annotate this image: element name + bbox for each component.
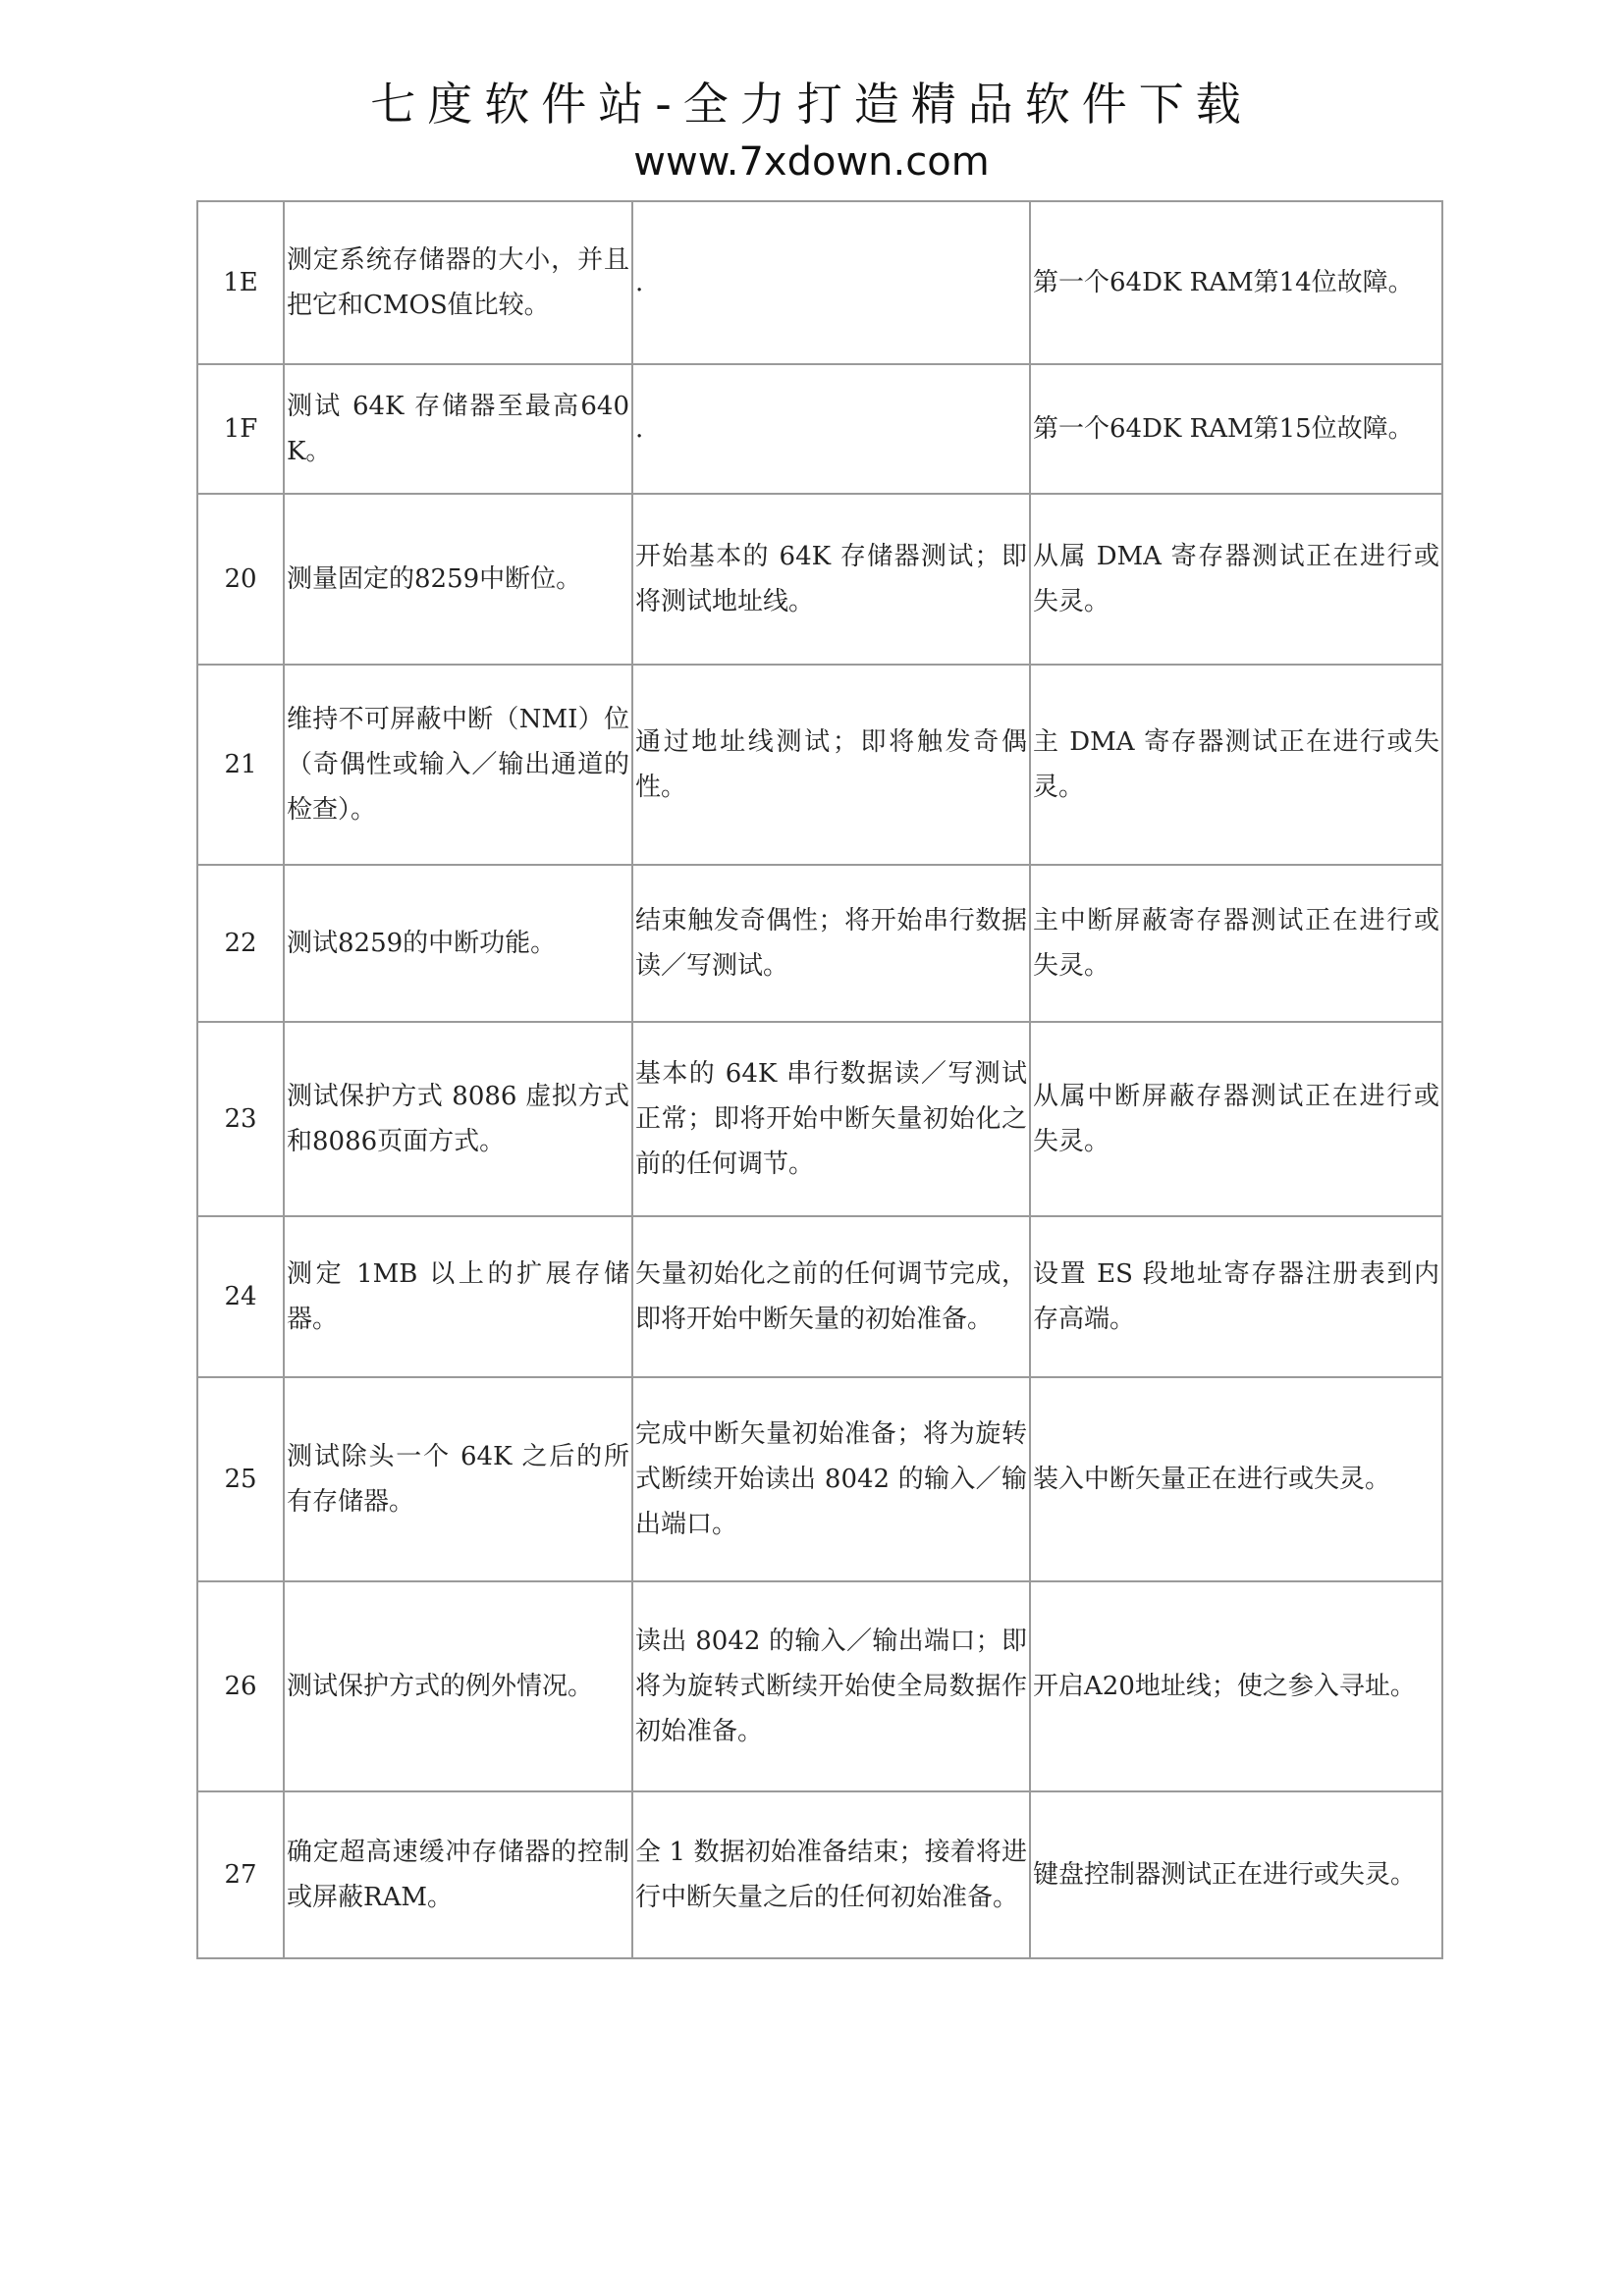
table-row: [197, 1022, 1442, 1216]
code-cell: 23: [197, 1022, 284, 1216]
site-url: www.7xdown.com: [633, 139, 990, 185]
fault-cell: 从属 DMA 寄存器测试正在进行或失灵。: [1030, 494, 1442, 665]
table-row: [197, 865, 1442, 1022]
site-title: 七度软件站-全力打造精品软件下载: [370, 78, 1253, 131]
test-cell: 测试保护方式的例外情况。: [284, 1581, 632, 1791]
fault-cell: 开启A20地址线；使之参入寻址。: [1030, 1581, 1442, 1791]
start-cell: 开始基本的 64K 存储器测试；即将测试地址线。: [632, 494, 1030, 665]
page-header: [0, 77, 1623, 187]
test-cell: 测定 1MB 以上的扩展存储器。: [284, 1216, 632, 1377]
code-cell: 1F: [197, 364, 284, 494]
start-cell: 读出 8042 的输入／输出端口；即将为旋转式断续开始使全局数据作初始准备。: [632, 1581, 1030, 1791]
code-cell: 24: [197, 1216, 284, 1377]
start-cell: 全 1 数据初始准备结束；接着将进行中断矢量之后的任何初始准备。: [632, 1791, 1030, 1958]
start-cell: 完成中断矢量初始准备；将为旋转式断续开始读出 8042 的输入／输出端口。: [632, 1377, 1030, 1581]
start-cell: 基本的 64K 串行数据读／写测试正常；即将开始中断矢量初始化之前的任何调节。: [632, 1022, 1030, 1216]
fault-cell: 装入中断矢量正在进行或失灵。: [1030, 1377, 1442, 1581]
table-row: [197, 665, 1442, 865]
table-row: [197, 1791, 1442, 1958]
start-cell: 结束触发奇偶性；将开始串行数据读／写测试。: [632, 865, 1030, 1022]
table-row: [197, 1581, 1442, 1791]
table-row: [197, 364, 1442, 494]
fault-cell: 主中断屏蔽寄存器测试正在进行或失灵。: [1030, 865, 1442, 1022]
table-row: [197, 1216, 1442, 1377]
start-cell: 矢量初始化之前的任何调节完成，即将开始中断矢量的初始准备。: [632, 1216, 1030, 1377]
test-cell: 确定超高速缓冲存储器的控制或屏蔽RAM。: [284, 1791, 632, 1958]
test-cell: 测量固定的8259中断位。: [284, 494, 632, 665]
test-cell: 测试8259的中断功能。: [284, 865, 632, 1022]
test-cell: 测试除头一个 64K 之后的所有存储器。: [284, 1377, 632, 1581]
test-cell: 测定系统存储器的大小，并且把它和CMOS值比较。: [284, 201, 632, 364]
table-row: [197, 201, 1442, 364]
code-cell: 22: [197, 865, 284, 1022]
table-row: [197, 1377, 1442, 1581]
start-cell: .: [632, 201, 1030, 364]
fault-cell: 第一个64DK RAM第14位故障。: [1030, 201, 1442, 364]
code-cell: 20: [197, 494, 284, 665]
fault-cell: 第一个64DK RAM第15位故障。: [1030, 364, 1442, 494]
test-cell: 测试 64K 存储器至最高640K。: [284, 364, 632, 494]
test-cell: 测试保护方式 8086 虚拟方式和8086页面方式。: [284, 1022, 632, 1216]
fault-cell: 设置 ES 段地址寄存器注册表到内存高端。: [1030, 1216, 1442, 1377]
code-cell: 1E: [197, 201, 284, 364]
table-row: [197, 494, 1442, 665]
start-cell: .: [632, 364, 1030, 494]
code-cell: 26: [197, 1581, 284, 1791]
post-code-table: [196, 200, 1443, 1959]
start-cell: 通过地址线测试；即将触发奇偶性。: [632, 665, 1030, 865]
test-cell: 维持不可屏蔽中断（NMI）位（奇偶性或输入／输出通道的检查）。: [284, 665, 632, 865]
code-cell: 21: [197, 665, 284, 865]
fault-cell: 主 DMA 寄存器测试正在进行或失灵。: [1030, 665, 1442, 865]
code-cell: 25: [197, 1377, 284, 1581]
fault-cell: 从属中断屏蔽存器测试正在进行或失灵。: [1030, 1022, 1442, 1216]
fault-cell: 键盘控制器测试正在进行或失灵。: [1030, 1791, 1442, 1958]
code-cell: 27: [197, 1791, 284, 1958]
